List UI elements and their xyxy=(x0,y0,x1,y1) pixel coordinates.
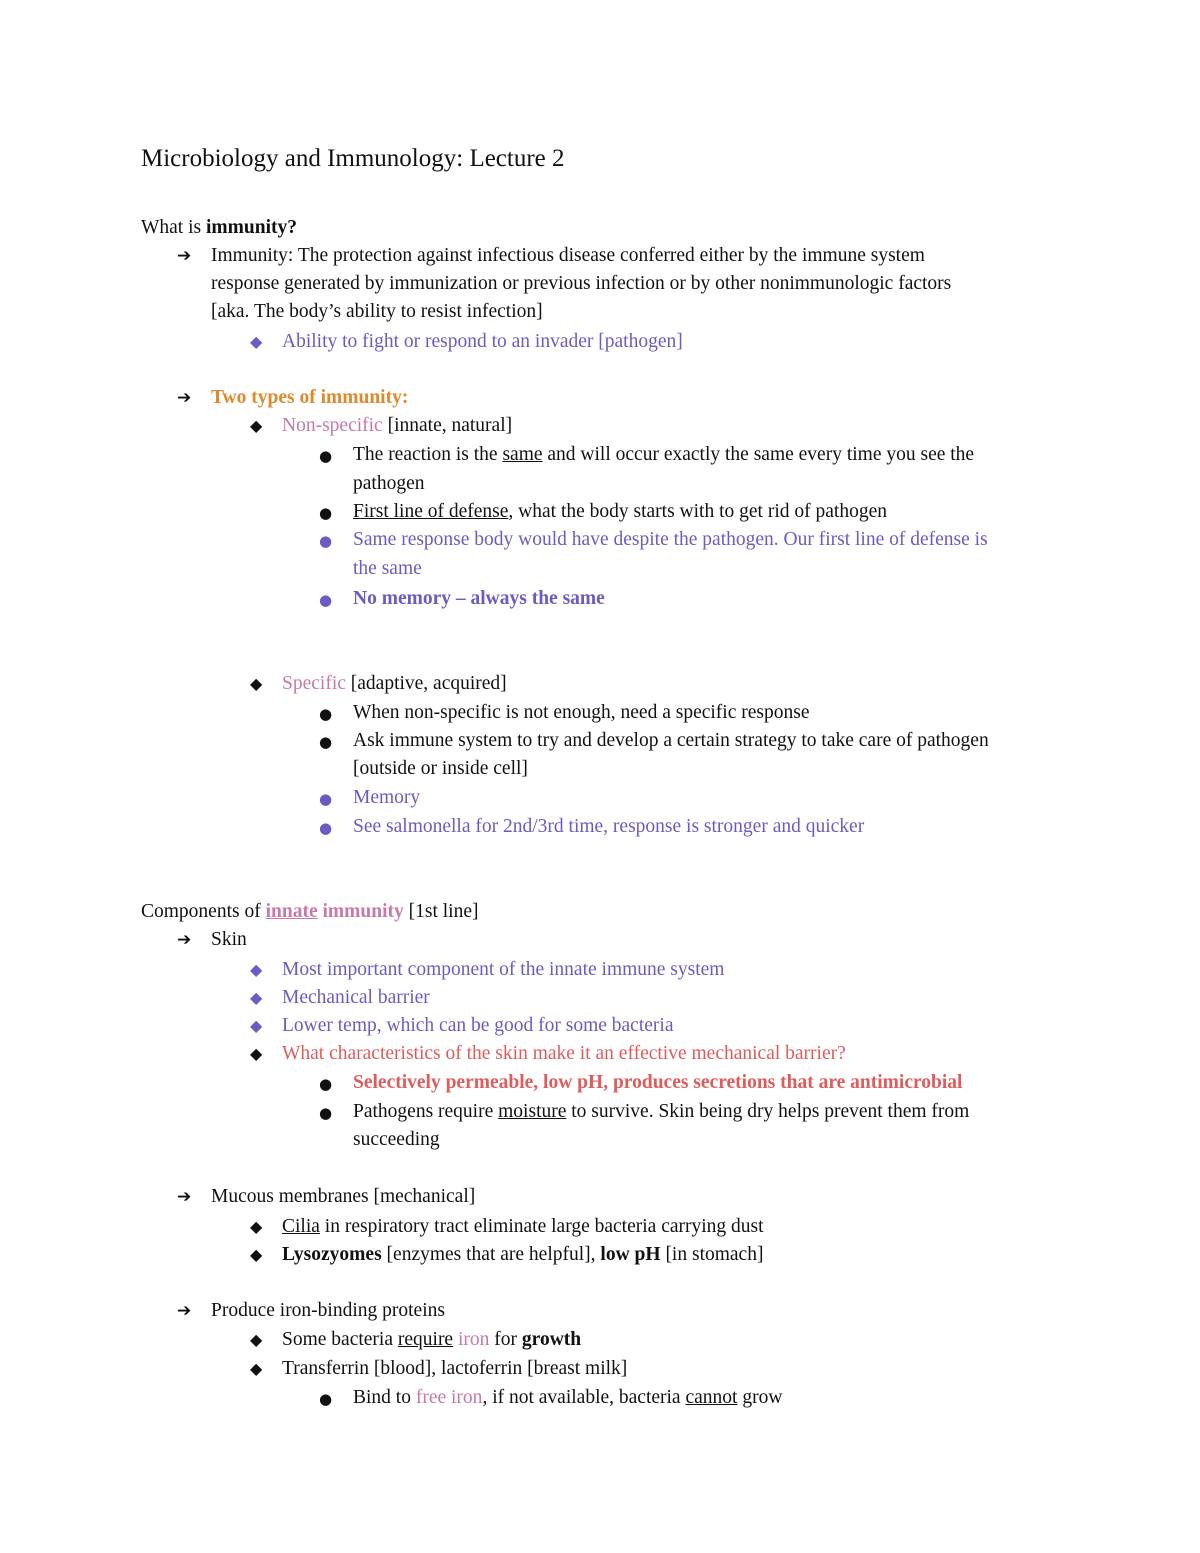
question-line xyxy=(141,214,297,242)
bullet-icon: ● xyxy=(319,1104,333,1122)
text-fragment: The reaction is the xyxy=(353,444,503,465)
diamond-icon: ◆ xyxy=(250,1217,263,1236)
innate-word: innate xyxy=(265,901,318,922)
text-fragment: [enzymes that are helpful], xyxy=(381,1244,601,1265)
mucous-heading: Mucous membranes [mechanical] xyxy=(211,1186,476,1207)
bullet-icon: ● xyxy=(319,532,333,550)
bullet-icon: ● xyxy=(319,819,333,837)
immunity-definition-line-1: Immunity: The protection against infectious disease conferred either by the immune system xyxy=(211,245,925,266)
underlined-text: same xyxy=(502,444,543,465)
skin-heading: Skin xyxy=(211,929,247,950)
skin-point-1: Most important component of the innate immune system xyxy=(282,959,725,980)
text-fragment: [in stomach] xyxy=(660,1244,764,1265)
nonspecific-bullet-3-cont: the same xyxy=(353,558,422,579)
specific-line xyxy=(282,670,507,698)
text-fragment: Some bacteria xyxy=(282,1329,398,1350)
two-types-heading: Two types of immunity: xyxy=(211,387,409,408)
nonspecific-rest: [innate, natural] xyxy=(382,415,513,436)
text-fragment: , what the body starts with to get rid of pathogen xyxy=(508,501,887,522)
iron-word: iron xyxy=(457,1329,490,1350)
skin-answer-1: Selectively permeable, low pH, produces secretions that are antimicrobial xyxy=(353,1072,963,1093)
bullet-icon: ● xyxy=(319,447,333,465)
diamond-icon: ◆ xyxy=(250,1359,263,1378)
underlined-text: Cilia xyxy=(282,1216,320,1237)
text-fragment: Components of xyxy=(141,901,266,922)
specific-bullet-3: Memory xyxy=(353,787,421,808)
text-fragment: in respiratory tract eliminate large bacteria carrying dust xyxy=(319,1216,764,1237)
ability-line: Ability to fight or respond to an invader [pathogen] xyxy=(282,331,683,352)
text-fragment: [1st line] xyxy=(403,901,479,922)
iron-point-2: Transferrin [blood], lactoferrin [breast milk] xyxy=(282,1358,628,1379)
diamond-icon: ◆ xyxy=(250,988,263,1007)
diamond-icon: ◆ xyxy=(250,1330,263,1349)
iron-bullet-1 xyxy=(353,1384,782,1412)
specific-label: Specific xyxy=(282,673,346,694)
bullet-icon: ● xyxy=(319,790,333,808)
text-fragment: and will occur exactly the same every time you see the xyxy=(542,444,975,465)
nonspecific-line xyxy=(282,412,512,440)
diamond-icon: ◆ xyxy=(250,1044,263,1063)
underlined-text: cannot xyxy=(685,1387,738,1408)
nonspecific-bullet-1-cont: pathogen xyxy=(353,473,425,494)
text-fragment: Pathogens require xyxy=(353,1101,499,1122)
text-fragment: for xyxy=(489,1329,522,1350)
skin-answer-2 xyxy=(353,1098,969,1126)
components-heading xyxy=(141,898,478,926)
bullet-icon: ● xyxy=(319,1075,333,1093)
arrow-icon: ➔ xyxy=(177,930,192,950)
diamond-icon: ◆ xyxy=(250,416,263,435)
arrow-icon: ➔ xyxy=(177,1187,192,1207)
iron-heading: Produce iron-binding proteins xyxy=(211,1300,445,1321)
diamond-icon: ◆ xyxy=(250,1016,263,1035)
diamond-icon: ◆ xyxy=(250,674,263,693)
specific-bullet-2-cont: [outside or inside cell] xyxy=(353,758,528,779)
text-fragment: Bind to xyxy=(353,1387,416,1408)
immunity-definition-line-2: response generated by immunization or previous infection or by other nonimmunologic factors xyxy=(211,273,952,294)
skin-point-3: Lower temp, which can be good for some bacteria xyxy=(282,1015,674,1036)
underlined-text: First line of defense xyxy=(353,501,509,522)
text-fragment: to survive. Skin being dry helps prevent them from xyxy=(566,1101,970,1122)
text-fragment: grow xyxy=(737,1387,783,1408)
mucous-point-1 xyxy=(282,1213,764,1241)
iron-point-1 xyxy=(282,1326,581,1354)
bullet-icon: ● xyxy=(319,504,333,522)
bullet-icon: ● xyxy=(319,705,333,723)
skin-point-2: Mechanical barrier xyxy=(282,987,430,1008)
arrow-icon: ➔ xyxy=(177,388,192,408)
text-fragment: , if not available, bacteria xyxy=(482,1387,686,1408)
nonspecific-bullet-1 xyxy=(353,441,974,469)
bold-text: Lysozyomes xyxy=(282,1244,382,1265)
specific-bullet-1: When non-specific is not enough, need a specific response xyxy=(353,702,810,723)
bullet-icon: ● xyxy=(319,1390,333,1408)
diamond-icon: ◆ xyxy=(250,1245,263,1264)
nonspecific-bullet-4: No memory – always the same xyxy=(353,588,605,609)
bullet-icon: ● xyxy=(319,591,333,609)
skin-question: What characteristics of the skin make it an effective mechanical barrier? xyxy=(282,1043,846,1064)
bullet-icon: ● xyxy=(319,733,333,751)
arrow-icon: ➔ xyxy=(177,246,192,266)
page-title: Microbiology and Immunology: Lecture 2 xyxy=(141,145,565,172)
skin-answer-2-cont: succeeding xyxy=(353,1129,440,1150)
question-bold: immunity? xyxy=(205,217,297,238)
bold-text: growth xyxy=(521,1329,582,1350)
immunity-word: immunity xyxy=(317,901,404,922)
diamond-icon: ◆ xyxy=(250,960,263,979)
bold-text: low pH xyxy=(600,1244,661,1265)
specific-bullet-4: See salmonella for 2nd/3rd time, response is stronger and quicker xyxy=(353,816,865,837)
underlined-text: require xyxy=(397,1329,454,1350)
specific-rest: [adaptive, acquired] xyxy=(345,673,507,694)
nonspecific-bullet-2 xyxy=(353,498,887,526)
immunity-definition-line-3: [aka. The body’s ability to resist infection] xyxy=(211,301,543,322)
mucous-point-2 xyxy=(282,1241,763,1269)
underlined-text: moisture xyxy=(498,1101,567,1122)
arrow-icon: ➔ xyxy=(177,1301,192,1321)
specific-bullet-2: Ask immune system to try and develop a certain strategy to take care of pathogen xyxy=(353,730,989,751)
free-iron-text: free iron xyxy=(415,1387,483,1408)
question-prefix: What is xyxy=(141,217,206,238)
nonspecific-bullet-3: Same response body would have despite the pathogen. Our first line of defense is xyxy=(353,529,988,550)
nonspecific-label: Non-specific xyxy=(282,415,383,436)
diamond-icon: ◆ xyxy=(250,332,263,351)
